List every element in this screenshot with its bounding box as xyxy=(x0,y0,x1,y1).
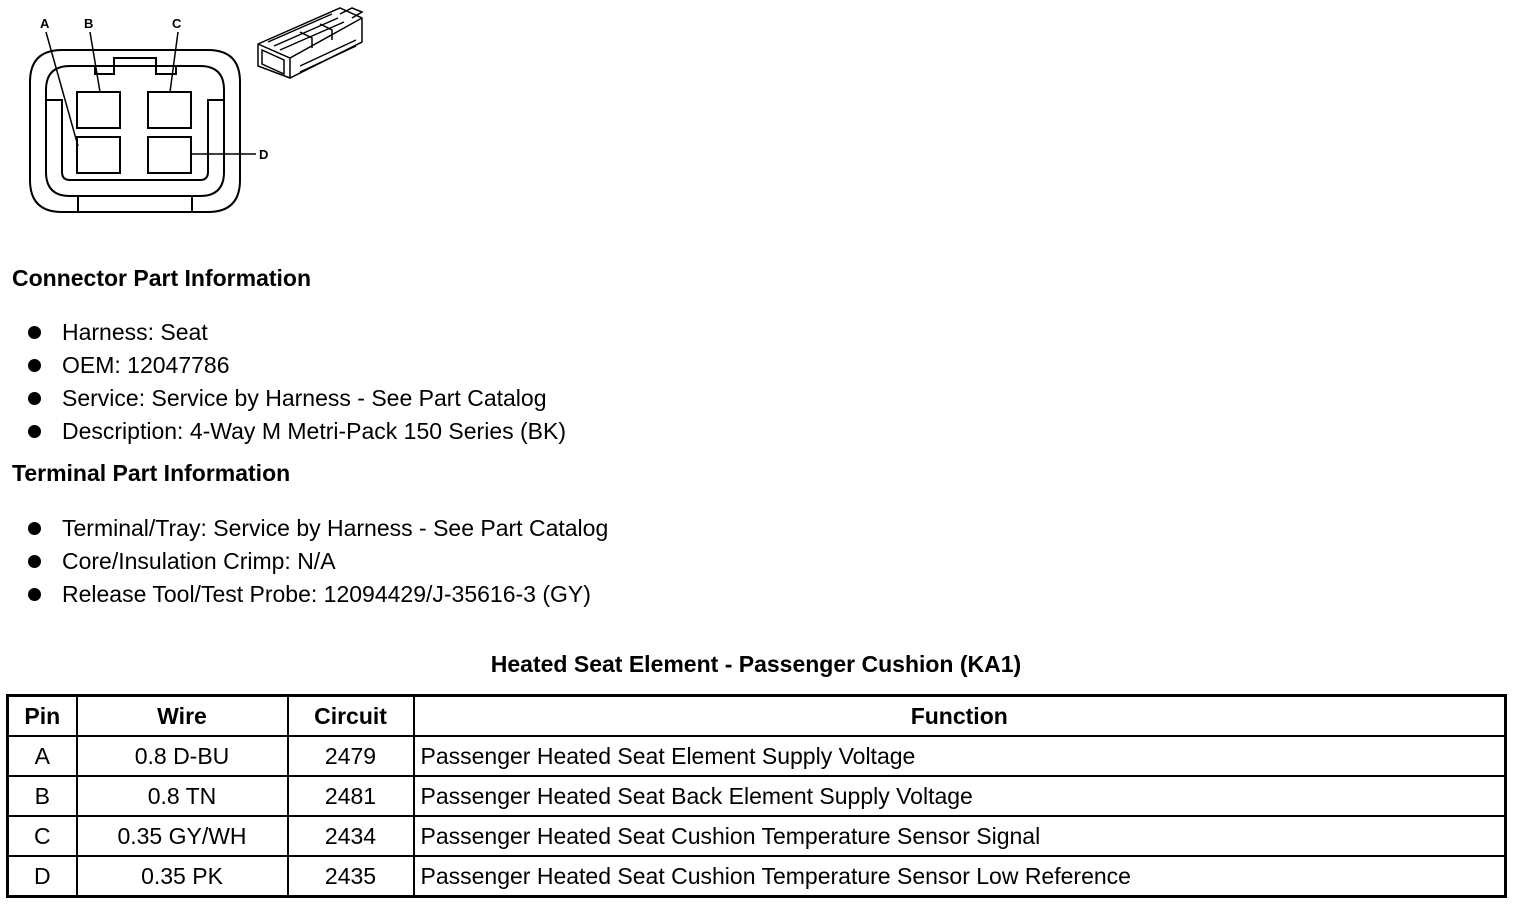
pin-label-d: D xyxy=(259,147,269,162)
cell-wire: 0.8 TN xyxy=(77,776,288,816)
table-title: Heated Seat Element - Passenger Cushion (KA1) xyxy=(490,651,1022,677)
list-item xyxy=(28,415,566,448)
cell-circuit: 2435 xyxy=(288,856,414,897)
cavity-c xyxy=(148,92,191,128)
terminal-tray: Terminal/Tray: Service by Harness - See Part Catalog xyxy=(62,515,609,541)
cell-wire: 0.8 D-BU xyxy=(77,736,288,776)
header-function: Function xyxy=(414,696,1506,737)
connector-illustration xyxy=(258,8,362,78)
bullet-icon xyxy=(28,522,41,535)
bullet-icon xyxy=(28,555,41,568)
terminal-info-heading: Terminal Part Information xyxy=(12,460,291,486)
table-row xyxy=(8,776,1506,816)
cell-pin: D xyxy=(8,856,77,897)
cell-circuit: 2479 xyxy=(288,736,414,776)
terminal-info-list xyxy=(28,512,608,611)
list-item xyxy=(28,382,566,415)
connector-description: Description: 4-Way M Metri-Pack 150 Series (BK) xyxy=(62,418,567,444)
cell-pin: A xyxy=(8,736,77,776)
cell-wire: 0.35 GY/WH xyxy=(77,816,288,856)
cavity-a xyxy=(77,137,120,173)
connector-info-heading: Connector Part Information xyxy=(12,265,312,291)
header-wire: Wire xyxy=(77,696,288,737)
header-circuit: Circuit xyxy=(288,696,414,737)
list-item xyxy=(28,512,608,545)
cell-circuit: 2434 xyxy=(288,816,414,856)
cell-circuit: 2481 xyxy=(288,776,414,816)
cell-function: Passenger Heated Seat Cushion Temperature Sensor Signal xyxy=(414,816,1506,856)
table-row xyxy=(8,816,1506,856)
bullet-icon xyxy=(28,326,41,339)
connector-diagram xyxy=(0,0,380,220)
pin-label-c: C xyxy=(172,16,182,31)
table-row xyxy=(8,736,1506,776)
table-row xyxy=(8,856,1506,897)
cell-function: Passenger Heated Seat Element Supply Voltage xyxy=(414,736,1506,776)
cell-pin: B xyxy=(8,776,77,816)
terminal-crimp: Core/Insulation Crimp: N/A xyxy=(62,548,336,574)
connector-oem: OEM: 12047786 xyxy=(62,352,230,378)
cell-function: Passenger Heated Seat Cushion Temperature Sensor Low Reference xyxy=(414,856,1506,897)
cell-function: Passenger Heated Seat Back Element Supply Voltage xyxy=(414,776,1506,816)
bullet-icon xyxy=(28,359,41,372)
list-item xyxy=(28,545,608,578)
list-item xyxy=(28,349,566,382)
bullet-icon xyxy=(28,425,41,438)
pin-label-a: A xyxy=(40,16,50,31)
pinout-table xyxy=(6,694,1507,898)
terminal-release-tool: Release Tool/Test Probe: 12094429/J-35616-3 (GY) xyxy=(62,581,591,607)
connector-info-list xyxy=(28,316,566,448)
pin-label-b: B xyxy=(84,16,94,31)
connector-face xyxy=(30,50,240,212)
cell-wire: 0.35 PK xyxy=(77,856,288,897)
cell-pin: C xyxy=(8,816,77,856)
list-item xyxy=(28,578,608,611)
cavity-b xyxy=(77,92,120,128)
list-item xyxy=(28,316,566,349)
header-pin: Pin xyxy=(8,696,77,737)
cavity-d xyxy=(148,137,191,173)
table-header-row xyxy=(8,696,1506,737)
connector-service: Service: Service by Harness - See Part Catalog xyxy=(62,385,547,411)
bullet-icon xyxy=(28,588,41,601)
connector-harness: Harness: Seat xyxy=(62,319,208,345)
bullet-icon xyxy=(28,392,41,405)
